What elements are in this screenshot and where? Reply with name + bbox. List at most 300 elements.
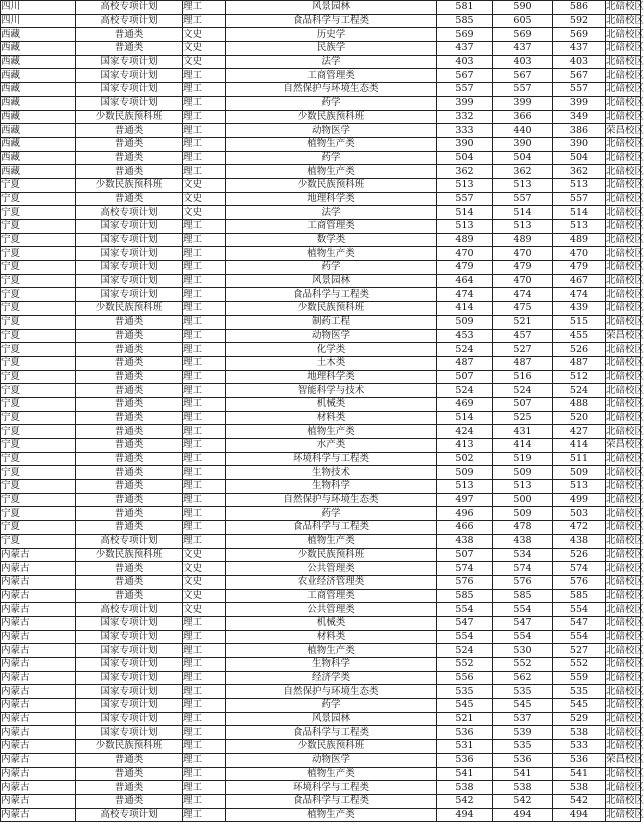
subject-category-cell: 理工 xyxy=(183,726,226,740)
table-row xyxy=(1,603,641,617)
major-cell: 民族学 xyxy=(226,42,437,56)
major-cell: 环境科学与工程类 xyxy=(226,781,437,795)
major-cell: 生物科学 xyxy=(226,480,437,494)
highest-score-cell: 513 xyxy=(493,480,553,494)
table-row xyxy=(1,110,641,124)
plan-type-cell: 普通类 xyxy=(76,315,183,329)
major-cell: 生物科学 xyxy=(226,658,437,672)
campus-cell: 北碚校区 xyxy=(606,220,644,232)
table-row xyxy=(1,575,641,589)
major-cell: 机械类 xyxy=(226,397,437,411)
plan-type-cell: 国家专项计划 xyxy=(76,671,183,685)
major-cell: 农业经济管理类 xyxy=(226,575,437,589)
plan-type-cell: 国家专项计划 xyxy=(76,83,183,97)
major-cell: 公共管理类 xyxy=(226,562,437,576)
highest-score-cell: 516 xyxy=(493,370,553,384)
lowest-score-cell: 489 xyxy=(437,233,493,247)
subject-category-cell: 理工 xyxy=(183,425,226,439)
campus-cell: 北碚校区 xyxy=(606,138,644,150)
lowest-score-cell: 545 xyxy=(437,699,493,713)
subject-category-cell: 理工 xyxy=(183,685,226,699)
major-cell: 自然保护与环境生态类 xyxy=(226,493,437,507)
plan-type-cell: 普通类 xyxy=(76,370,183,384)
subject-category-cell: 理工 xyxy=(183,288,226,302)
campus-cell: 北碚校区 xyxy=(606,630,644,642)
province-cell: 宁夏 xyxy=(1,439,76,453)
province-cell: 西藏 xyxy=(1,42,76,56)
major-cell: 化学类 xyxy=(226,343,437,357)
major-cell: 工商管理类 xyxy=(226,589,437,603)
province-cell: 西藏 xyxy=(1,124,76,138)
average-score-cell: 362 xyxy=(553,165,606,179)
subject-category-cell: 理工 xyxy=(183,521,226,535)
major-cell: 动物医学 xyxy=(226,329,437,343)
subject-category-cell: 理工 xyxy=(183,644,226,658)
plan-type-cell: 国家专项计划 xyxy=(76,644,183,658)
campus-cell: 北碚校区 xyxy=(606,28,644,40)
subject-category-cell: 理工 xyxy=(183,384,226,398)
highest-score-cell: 545 xyxy=(493,699,553,713)
plan-type-cell: 高校专项计划 xyxy=(76,603,183,617)
lowest-score-cell: 333 xyxy=(437,124,493,138)
major-cell: 地理科学类 xyxy=(226,192,437,206)
table-row xyxy=(1,548,641,562)
campus-cell: 北碚校区 xyxy=(606,69,644,81)
plan-type-cell: 普通类 xyxy=(76,753,183,767)
subject-category-cell: 理工 xyxy=(183,151,226,165)
table-row xyxy=(1,726,641,740)
major-cell: 法学 xyxy=(226,206,437,220)
average-score-cell: 467 xyxy=(553,274,606,288)
province-cell: 宁夏 xyxy=(1,493,76,507)
subject-category-cell: 理工 xyxy=(183,233,226,247)
subject-category-cell: 文史 xyxy=(183,206,226,220)
subject-category-cell: 理工 xyxy=(183,411,226,425)
table-row xyxy=(1,630,641,644)
campus-cell: 北碚校区 xyxy=(606,411,644,423)
province-cell: 西藏 xyxy=(1,83,76,97)
average-score-cell: 586 xyxy=(553,1,606,15)
lowest-score-cell: 496 xyxy=(437,507,493,521)
average-score-cell: 559 xyxy=(553,671,606,685)
plan-type-cell: 普通类 xyxy=(76,589,183,603)
campus-cell: 北碚校区 xyxy=(606,808,644,820)
plan-type-cell: 普通类 xyxy=(76,165,183,179)
average-score-cell: 403 xyxy=(553,55,606,69)
highest-score-cell: 507 xyxy=(493,397,553,411)
table-row xyxy=(1,69,641,83)
campus-cell: 北碚校区 xyxy=(606,206,644,218)
subject-category-cell: 理工 xyxy=(183,14,226,28)
province-cell: 内蒙古 xyxy=(1,794,76,808)
highest-score-cell: 557 xyxy=(493,192,553,206)
table-body xyxy=(1,1,644,822)
lowest-score-cell: 332 xyxy=(437,110,493,124)
lowest-score-cell: 487 xyxy=(437,356,493,370)
major-cell: 土木类 xyxy=(226,356,437,370)
major-cell: 自然保护与环境生态类 xyxy=(226,685,437,699)
table-row xyxy=(1,288,641,302)
plan-type-cell: 高校专项计划 xyxy=(76,206,183,220)
lowest-score-cell: 514 xyxy=(437,411,493,425)
province-cell: 宁夏 xyxy=(1,315,76,329)
province-cell: 内蒙古 xyxy=(1,562,76,576)
province-cell: 西藏 xyxy=(1,110,76,124)
highest-score-cell: 504 xyxy=(493,151,553,165)
lowest-score-cell: 474 xyxy=(437,288,493,302)
major-cell: 食品科学与工程类 xyxy=(226,794,437,808)
subject-category-cell: 理工 xyxy=(183,439,226,453)
average-score-cell: 536 xyxy=(553,753,606,767)
lowest-score-cell: 413 xyxy=(437,439,493,453)
campus-cell: 北碚校区 xyxy=(606,699,644,711)
province-cell: 内蒙古 xyxy=(1,685,76,699)
lowest-score-cell: 536 xyxy=(437,753,493,767)
plan-type-cell: 国家专项计划 xyxy=(76,630,183,644)
plan-type-cell: 少数民族预科班 xyxy=(76,548,183,562)
highest-score-cell: 366 xyxy=(493,110,553,124)
highest-score-cell: 554 xyxy=(493,603,553,617)
subject-category-cell: 文史 xyxy=(183,575,226,589)
table-row xyxy=(1,356,641,370)
subject-category-cell: 理工 xyxy=(183,397,226,411)
campus-cell: 北碚校区 xyxy=(606,83,644,95)
campus-cell: 北碚校区 xyxy=(606,453,644,465)
major-cell: 药学 xyxy=(226,699,437,713)
subject-category-cell: 文史 xyxy=(183,603,226,617)
table-row xyxy=(1,521,641,535)
plan-type-cell: 国家专项计划 xyxy=(76,247,183,261)
highest-score-cell: 562 xyxy=(493,671,553,685)
subject-category-cell: 理工 xyxy=(183,452,226,466)
major-cell: 工商管理类 xyxy=(226,220,437,234)
average-score-cell: 494 xyxy=(553,808,606,822)
average-score-cell: 557 xyxy=(553,192,606,206)
average-score-cell: 592 xyxy=(553,14,606,28)
province-cell: 宁夏 xyxy=(1,302,76,316)
average-score-cell: 535 xyxy=(553,685,606,699)
table-row xyxy=(1,767,641,781)
subject-category-cell: 理工 xyxy=(183,480,226,494)
campus-cell: 北碚校区 xyxy=(606,740,644,752)
province-cell: 内蒙古 xyxy=(1,726,76,740)
lowest-score-cell: 453 xyxy=(437,329,493,343)
province-cell: 内蒙古 xyxy=(1,712,76,726)
table-row xyxy=(1,165,641,179)
province-cell: 宁夏 xyxy=(1,411,76,425)
average-score-cell: 472 xyxy=(553,521,606,535)
subject-category-cell: 文史 xyxy=(183,192,226,206)
lowest-score-cell: 464 xyxy=(437,274,493,288)
plan-type-cell: 普通类 xyxy=(76,329,183,343)
lowest-score-cell: 507 xyxy=(437,370,493,384)
highest-score-cell: 542 xyxy=(493,794,553,808)
subject-category-cell: 理工 xyxy=(183,712,226,726)
subject-category-cell: 理工 xyxy=(183,370,226,384)
major-cell: 历史学 xyxy=(226,28,437,42)
campus-cell: 荣昌校区 xyxy=(606,329,644,341)
plan-type-cell: 普通类 xyxy=(76,397,183,411)
highest-score-cell: 509 xyxy=(493,466,553,480)
subject-category-cell: 理工 xyxy=(183,740,226,754)
campus-cell: 北碚校区 xyxy=(606,234,644,246)
table-row xyxy=(1,384,641,398)
province-cell: 内蒙古 xyxy=(1,740,76,754)
subject-category-cell: 理工 xyxy=(183,315,226,329)
lowest-score-cell: 557 xyxy=(437,192,493,206)
lowest-score-cell: 552 xyxy=(437,658,493,672)
plan-type-cell: 国家专项计划 xyxy=(76,96,183,110)
highest-score-cell: 438 xyxy=(493,534,553,548)
highest-score-cell: 362 xyxy=(493,165,553,179)
province-cell: 宁夏 xyxy=(1,274,76,288)
highest-score-cell: 403 xyxy=(493,55,553,69)
table-row xyxy=(1,14,641,28)
province-cell: 宁夏 xyxy=(1,384,76,398)
table-row xyxy=(1,192,641,206)
lowest-score-cell: 513 xyxy=(437,480,493,494)
plan-type-cell: 普通类 xyxy=(76,575,183,589)
table-row xyxy=(1,808,641,822)
campus-cell: 北碚校区 xyxy=(606,302,644,314)
major-cell: 少数民族预科班 xyxy=(226,302,437,316)
major-cell: 风景园林 xyxy=(226,274,437,288)
major-cell: 少数民族预科班 xyxy=(226,548,437,562)
campus-cell: 北碚校区 xyxy=(606,15,644,27)
lowest-score-cell: 535 xyxy=(437,685,493,699)
subject-category-cell: 理工 xyxy=(183,699,226,713)
average-score-cell: 487 xyxy=(553,356,606,370)
plan-type-cell: 国家专项计划 xyxy=(76,55,183,69)
table-row xyxy=(1,658,641,672)
plan-type-cell: 国家专项计划 xyxy=(76,616,183,630)
campus-cell: 北碚校区 xyxy=(606,672,644,684)
table-row xyxy=(1,562,641,576)
highest-score-cell: 414 xyxy=(493,439,553,453)
table-row xyxy=(1,261,641,275)
table-row xyxy=(1,274,641,288)
average-score-cell: 399 xyxy=(553,96,606,110)
average-score-cell: 538 xyxy=(553,726,606,740)
province-cell: 内蒙古 xyxy=(1,808,76,822)
lowest-score-cell: 497 xyxy=(437,493,493,507)
campus-cell: 北碚校区 xyxy=(606,494,644,506)
plan-type-cell: 国家专项计划 xyxy=(76,699,183,713)
subject-category-cell: 理工 xyxy=(183,261,226,275)
highest-score-cell: 500 xyxy=(493,493,553,507)
province-cell: 内蒙古 xyxy=(1,603,76,617)
province-cell: 宁夏 xyxy=(1,452,76,466)
highest-score-cell: 431 xyxy=(493,425,553,439)
average-score-cell: 527 xyxy=(553,644,606,658)
major-cell: 少数民族预科班 xyxy=(226,740,437,754)
major-cell: 药学 xyxy=(226,151,437,165)
plan-type-cell: 普通类 xyxy=(76,411,183,425)
major-cell: 自然保护与环境生态类 xyxy=(226,83,437,97)
table-row xyxy=(1,247,641,261)
highest-score-cell: 535 xyxy=(493,740,553,754)
highest-score-cell: 537 xyxy=(493,712,553,726)
campus-cell: 北碚校区 xyxy=(606,179,644,191)
highest-score-cell: 530 xyxy=(493,644,553,658)
major-cell: 风景园林 xyxy=(226,1,437,15)
subject-category-cell: 理工 xyxy=(183,1,226,15)
lowest-score-cell: 504 xyxy=(437,151,493,165)
major-cell: 风景园林 xyxy=(226,712,437,726)
highest-score-cell: 567 xyxy=(493,69,553,83)
province-cell: 宁夏 xyxy=(1,425,76,439)
lowest-score-cell: 547 xyxy=(437,616,493,630)
highest-score-cell: 399 xyxy=(493,96,553,110)
major-cell: 动物医学 xyxy=(226,753,437,767)
lowest-score-cell: 521 xyxy=(437,712,493,726)
lowest-score-cell: 509 xyxy=(437,315,493,329)
major-cell: 植物生产类 xyxy=(226,137,437,151)
major-cell: 植物生产类 xyxy=(226,165,437,179)
lowest-score-cell: 531 xyxy=(437,740,493,754)
subject-category-cell: 理工 xyxy=(183,794,226,808)
table-row xyxy=(1,439,641,453)
highest-score-cell: 457 xyxy=(493,329,553,343)
lowest-score-cell: 507 xyxy=(437,548,493,562)
highest-score-cell: 494 xyxy=(493,808,553,822)
average-score-cell: 474 xyxy=(553,288,606,302)
table-row xyxy=(1,397,641,411)
average-score-cell: 479 xyxy=(553,261,606,275)
plan-type-cell: 普通类 xyxy=(76,521,183,535)
major-cell: 植物生产类 xyxy=(226,767,437,781)
highest-score-cell: 574 xyxy=(493,562,553,576)
highest-score-cell: 437 xyxy=(493,42,553,56)
province-cell: 宁夏 xyxy=(1,534,76,548)
table-row xyxy=(1,329,641,343)
table-row xyxy=(1,1,641,15)
lowest-score-cell: 554 xyxy=(437,630,493,644)
table-row xyxy=(1,178,641,192)
average-score-cell: 439 xyxy=(553,302,606,316)
table-row xyxy=(1,83,641,97)
average-score-cell: 488 xyxy=(553,397,606,411)
campus-cell: 北碚校区 xyxy=(606,603,644,615)
major-cell: 食品科学与工程类 xyxy=(226,14,437,28)
major-cell: 植物生产类 xyxy=(226,644,437,658)
subject-category-cell: 理工 xyxy=(183,507,226,521)
plan-type-cell: 普通类 xyxy=(76,124,183,138)
subject-category-cell: 理工 xyxy=(183,466,226,480)
province-cell: 宁夏 xyxy=(1,206,76,220)
province-cell: 西藏 xyxy=(1,96,76,110)
lowest-score-cell: 437 xyxy=(437,42,493,56)
highest-score-cell: 576 xyxy=(493,575,553,589)
lowest-score-cell: 362 xyxy=(437,165,493,179)
plan-type-cell: 普通类 xyxy=(76,137,183,151)
highest-score-cell: 487 xyxy=(493,356,553,370)
subject-category-cell: 理工 xyxy=(183,96,226,110)
province-cell: 宁夏 xyxy=(1,370,76,384)
plan-type-cell: 国家专项计划 xyxy=(76,274,183,288)
lowest-score-cell: 403 xyxy=(437,55,493,69)
campus-cell: 北碚校区 xyxy=(606,425,644,437)
table-row xyxy=(1,137,641,151)
average-score-cell: 504 xyxy=(553,151,606,165)
highest-score-cell: 538 xyxy=(493,781,553,795)
average-score-cell: 503 xyxy=(553,507,606,521)
subject-category-cell: 理工 xyxy=(183,165,226,179)
plan-type-cell: 普通类 xyxy=(76,507,183,521)
subject-category-cell: 理工 xyxy=(183,630,226,644)
lowest-score-cell: 576 xyxy=(437,575,493,589)
plan-type-cell: 高校专项计划 xyxy=(76,808,183,822)
campus-cell: 北碚校区 xyxy=(606,507,644,519)
table-row xyxy=(1,781,641,795)
campus-cell: 北碚校区 xyxy=(606,562,644,574)
plan-type-cell: 国家专项计划 xyxy=(76,658,183,672)
subject-category-cell: 文史 xyxy=(183,55,226,69)
campus-cell: 北碚校区 xyxy=(606,56,644,68)
province-cell: 内蒙古 xyxy=(1,658,76,672)
province-cell: 西藏 xyxy=(1,151,76,165)
average-score-cell: 526 xyxy=(553,343,606,357)
plan-type-cell: 少数民族预科班 xyxy=(76,110,183,124)
province-cell: 西藏 xyxy=(1,28,76,42)
campus-cell: 北碚校区 xyxy=(606,110,644,122)
average-score-cell: 520 xyxy=(553,411,606,425)
table-row xyxy=(1,671,641,685)
province-cell: 宁夏 xyxy=(1,178,76,192)
table-row xyxy=(1,685,641,699)
lowest-score-cell: 514 xyxy=(437,206,493,220)
average-score-cell: 554 xyxy=(553,630,606,644)
campus-cell: 北碚校区 xyxy=(606,535,644,547)
major-cell: 制药工程 xyxy=(226,315,437,329)
province-cell: 宁夏 xyxy=(1,233,76,247)
table-row xyxy=(1,712,641,726)
average-score-cell: 529 xyxy=(553,712,606,726)
major-cell: 材料类 xyxy=(226,411,437,425)
campus-cell: 北碚校区 xyxy=(606,795,644,807)
highest-score-cell: 547 xyxy=(493,616,553,630)
campus-cell: 北碚校区 xyxy=(606,357,644,369)
plan-type-cell: 少数民族预科班 xyxy=(76,178,183,192)
highest-score-cell: 554 xyxy=(493,630,553,644)
province-cell: 内蒙古 xyxy=(1,575,76,589)
lowest-score-cell: 502 xyxy=(437,452,493,466)
province-cell: 宁夏 xyxy=(1,288,76,302)
major-cell: 药学 xyxy=(226,261,437,275)
average-score-cell: 513 xyxy=(553,480,606,494)
highest-score-cell: 474 xyxy=(493,288,553,302)
table-row xyxy=(1,753,641,767)
highest-score-cell: 569 xyxy=(493,28,553,42)
average-score-cell: 489 xyxy=(553,233,606,247)
table-row xyxy=(1,55,641,69)
campus-cell: 北碚校区 xyxy=(606,1,644,13)
subject-category-cell: 文史 xyxy=(183,42,226,56)
average-score-cell: 526 xyxy=(553,548,606,562)
average-score-cell: 541 xyxy=(553,767,606,781)
major-cell: 水产类 xyxy=(226,439,437,453)
lowest-score-cell: 524 xyxy=(437,384,493,398)
average-score-cell: 437 xyxy=(553,42,606,56)
subject-category-cell: 理工 xyxy=(183,616,226,630)
table-row xyxy=(1,343,641,357)
campus-cell: 北碚校区 xyxy=(606,480,644,492)
major-cell: 食品科学与工程类 xyxy=(226,288,437,302)
average-score-cell: 542 xyxy=(553,794,606,808)
campus-cell: 北碚校区 xyxy=(606,713,644,725)
province-cell: 宁夏 xyxy=(1,397,76,411)
province-cell: 内蒙古 xyxy=(1,644,76,658)
